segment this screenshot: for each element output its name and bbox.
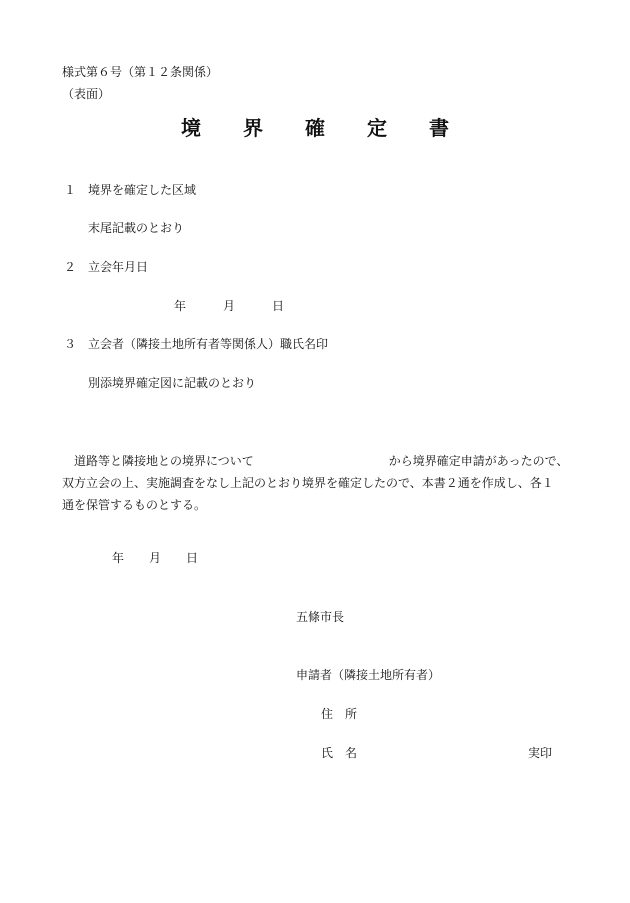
item-1-label: 境界を確定した区域 <box>88 183 197 197</box>
item-3-number: ３ <box>64 337 77 351</box>
body-line-1 <box>62 450 592 472</box>
issuer: 五條市長 <box>296 610 345 624</box>
meeting-date-day: 日 <box>272 299 285 313</box>
form-number: 様式第６号（第１２条関係） <box>62 65 219 79</box>
title-char: 確 <box>305 116 325 140</box>
item-2-number: ２ <box>64 260 77 274</box>
body-paragraph <box>62 450 592 516</box>
title-char: 界 <box>243 116 263 140</box>
form-side-label: （表面） <box>62 87 111 101</box>
issue-date-day: 日 <box>186 551 199 565</box>
item-3-content: 別添境界確定図に記載のとおり <box>88 376 257 390</box>
seal-label: 実印 <box>528 746 553 760</box>
meeting-date-month: 月 <box>223 299 236 313</box>
item-3-label: 立会者（隣接土地所有者等関係人）職氏名印 <box>88 337 329 351</box>
item-2-label: 立会年月日 <box>88 260 149 274</box>
meeting-date-year: 年 <box>174 299 187 313</box>
issue-date-month: 月 <box>149 551 162 565</box>
body-line-1-end: から境界確定申請があったので、 <box>388 454 569 468</box>
title-char: 境 <box>181 116 201 140</box>
applicant-heading: 申請者（隣接土地所有者） <box>296 668 441 682</box>
body-line-3: 通を保管するものとする。 <box>62 498 207 512</box>
title-char: 定 <box>367 116 387 140</box>
title-char: 書 <box>429 116 449 140</box>
issue-date-year: 年 <box>112 551 125 565</box>
item-1-content: 末尾記載のとおり <box>88 221 185 235</box>
applicant-name-label: 氏 名 <box>321 746 358 760</box>
item-1-number: １ <box>64 183 77 197</box>
body-line-2: 双方立会の上、実施調査をなし上記のとおり境界を確定したので、本書２通を作成し、各１ <box>62 476 554 490</box>
body-line-1-start: 道路等と隣接地との境界について <box>74 454 254 468</box>
document-title <box>0 112 630 141</box>
applicant-address-label: 住 所 <box>321 707 358 721</box>
